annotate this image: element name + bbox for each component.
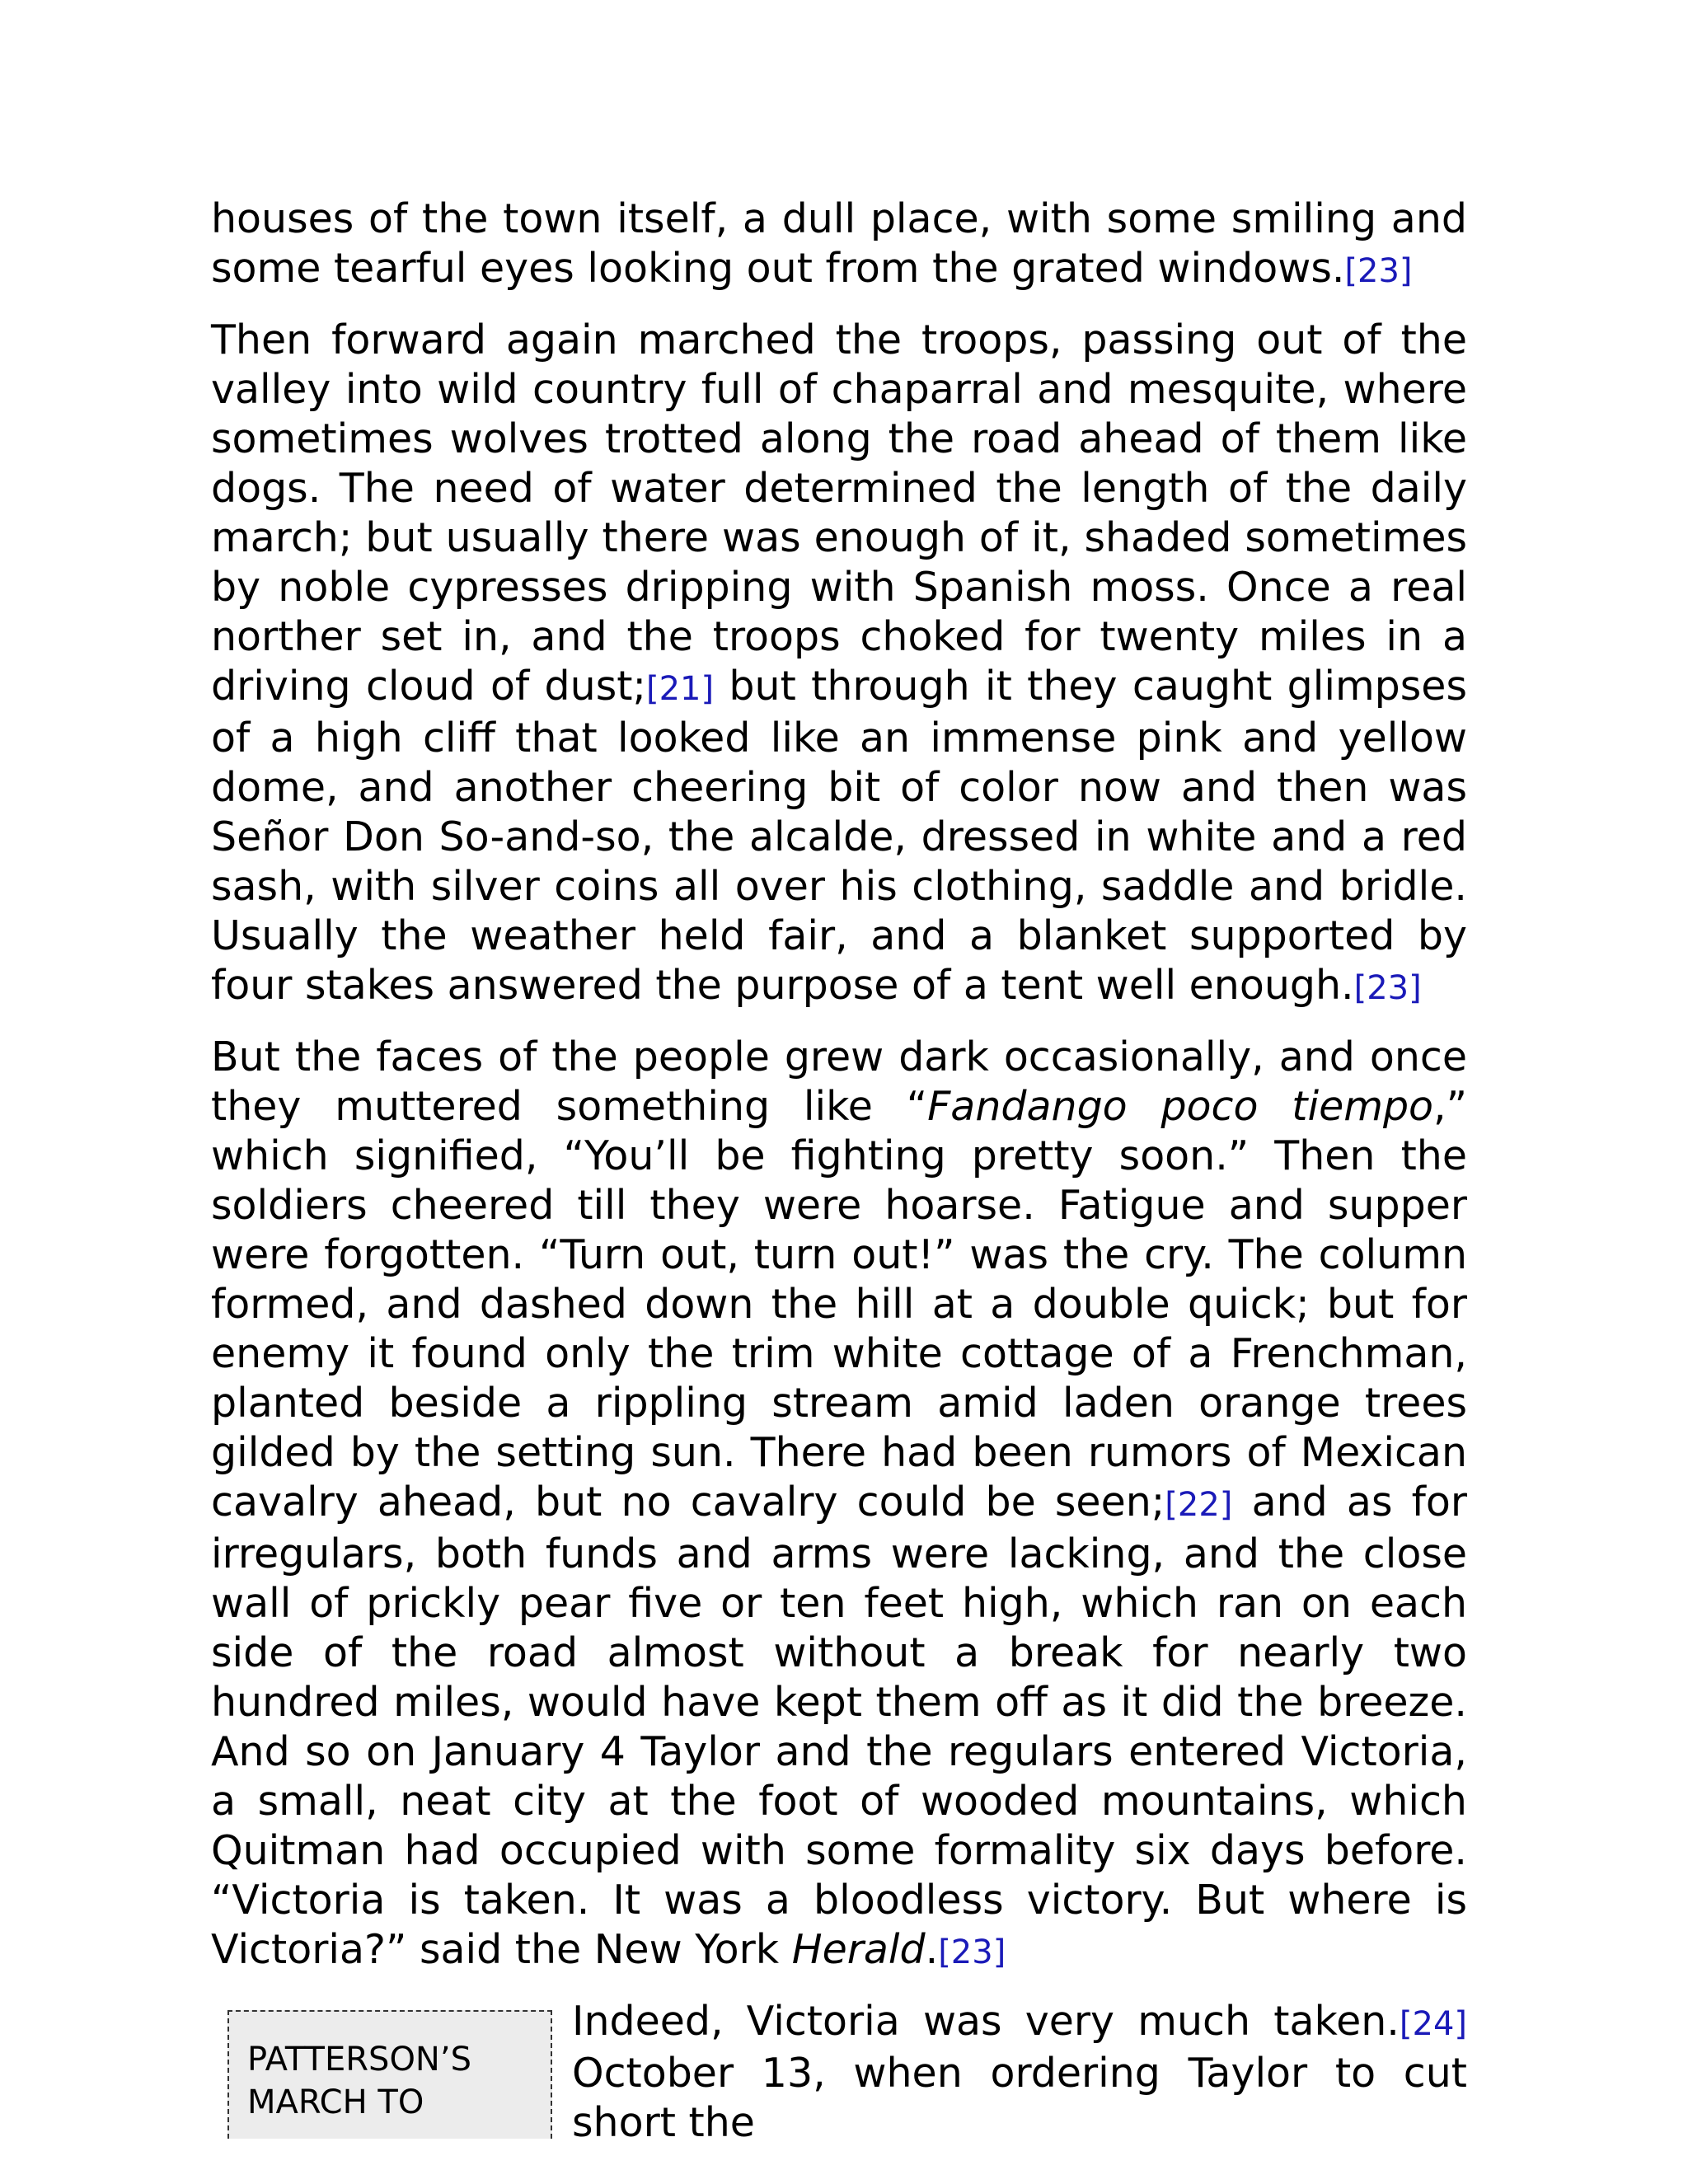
italic-text: Fandango poco tiempo: [927, 1083, 1434, 1130]
text-run: Then forward again marched the troops, passing out of the valley into wild country full of chaparral and mesquite, where sometimes wolves trotted along the road ahead of them like dogs. The need of water determined the length of the daily march; but usually there was enough of it, shaded sometimes by noble cypresses dripping with Spanish moss. Once a real norther set in, and the troops choked for twenty miles in a driving cloud of dust;: [211, 316, 1467, 710]
paragraph: [211, 1997, 1467, 2148]
paragraph: [211, 194, 1467, 296]
italic-text: Herald: [791, 1926, 926, 1973]
text-run: But the faces of the people grew dark occasionally, and once they muttered something like “: [211, 1033, 1467, 1130]
paragraph: [211, 1033, 1467, 1977]
footnote-link[interactable]: [23]: [1353, 969, 1422, 1007]
footnote-link[interactable]: [22]: [1165, 1486, 1233, 1524]
text-run: .: [925, 1926, 939, 1973]
text-run: but through it they caught glimpses of a high cliff that looked like an immense pink and yellow dome, and another cheering bit of color now and then was Señor Don So-and-so, the alcalde, dressed in white and a red sash, with silver coins all over his clothing, saddle and bridle. Usually the weather held fair, and a blanket supported by four stakes answered the purpose of a tent well enough.: [211, 663, 1467, 1009]
paragraph: [211, 316, 1467, 1013]
text-run: Indeed, Victoria was very much taken.: [572, 1998, 1400, 2045]
footnote-link[interactable]: [23]: [1344, 252, 1413, 290]
footnote-link[interactable]: [23]: [938, 1933, 1006, 1971]
text-column: [211, 194, 1467, 2168]
text-run: and as for irregulars, both funds and arms were lacking, and the close wall of prickly pear five or ten feet high, which ran on each side of the road almost without a break for nearly two hundred miles, would have kept them off as it did the breeze. And so on January 4 Taylor and the regulars entered Victoria, a small, neat city at the foot of wooded mountains, which Quitman had occupied with some formality six days before. “Victoria is taken. It was a bloodless victory. But where is Victoria?” said the New York: [211, 1479, 1468, 1973]
sidenote-box: [227, 2010, 552, 2139]
text-run: October 13, when ordering Taylor to cut short the: [572, 2050, 1467, 2146]
sidenote-label: PATTERSON’S MARCH TO: [247, 2041, 471, 2121]
text-run: houses of the town itself, a dull place, with some smiling and some tearful eyes looking out from the grated windows.: [211, 195, 1467, 292]
text-run: ,” which signified, “You’ll be fighting pretty soon.” Then the soldiers cheered till they were hoarse. Fatigue and supper were forgotten. “Turn out, turn out!” was the cry. The column formed, and dashed down the hill at a double quick; but for enemy it found only the trim white cottage of a Frenchman, planted beside a rippling stream amid laden orange trees gilded by the setting sun. There had been rumors of Mexican cavalry ahead, but no cavalry could be seen;: [211, 1083, 1467, 1526]
footnote-link[interactable]: [24]: [1399, 2005, 1467, 2043]
footnote-link[interactable]: [21]: [645, 670, 715, 708]
